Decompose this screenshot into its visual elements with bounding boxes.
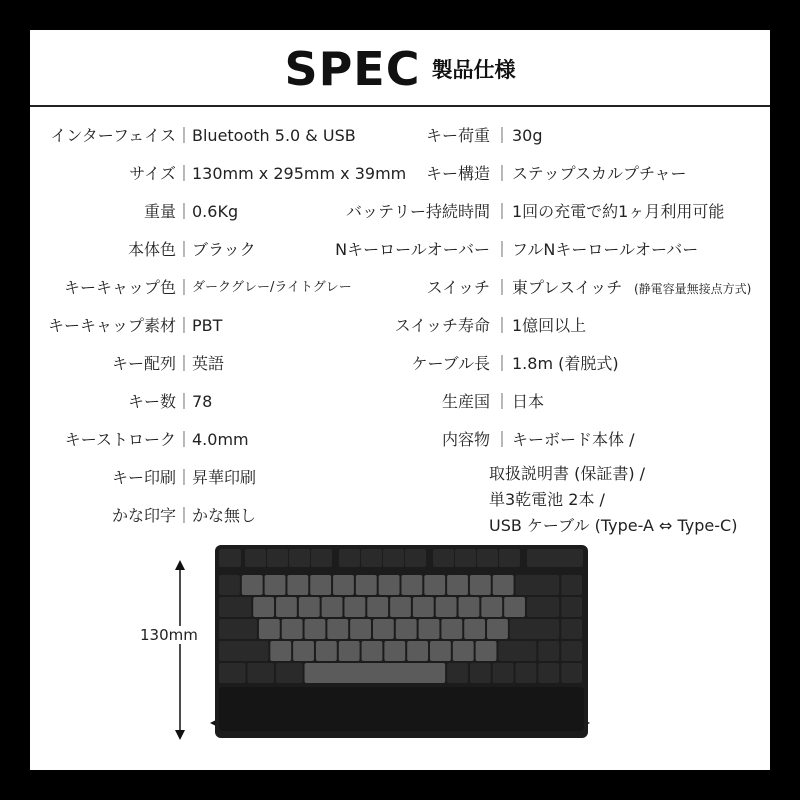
spec-label: キー数: [127, 392, 176, 411]
key: [219, 575, 240, 595]
spec-label: キー荷重: [425, 126, 490, 145]
key: [305, 663, 446, 683]
key: [316, 641, 337, 661]
key: [477, 549, 498, 567]
spec-label: 本体色: [127, 240, 176, 259]
key: [516, 575, 560, 595]
key: [561, 619, 582, 639]
spec-row: [330, 200, 770, 224]
spec-row: [330, 162, 770, 186]
key: [527, 549, 583, 567]
key: [339, 549, 360, 567]
page-subtitle: 製品仕様: [431, 58, 516, 82]
key: [561, 597, 582, 617]
key: [219, 641, 268, 661]
spec-value: 4.0mm: [192, 430, 249, 449]
contents-text: 取扱説明書 (保証書) /: [489, 464, 646, 483]
key: [322, 597, 343, 617]
key: [516, 663, 537, 683]
spec-value: 78: [192, 392, 213, 411]
key: [367, 597, 388, 617]
spec-separator: ｜: [494, 354, 511, 373]
key: [538, 641, 559, 661]
key: [498, 641, 536, 661]
key: [219, 597, 251, 617]
key: [356, 575, 377, 595]
key: [487, 619, 508, 639]
key: [361, 549, 382, 567]
key: [333, 575, 354, 595]
key: [430, 641, 451, 661]
spec-value: かな無し: [192, 506, 257, 525]
key: [384, 641, 405, 661]
key: [504, 597, 525, 617]
key: [362, 641, 383, 661]
spec-label: かな印字: [111, 506, 176, 525]
spec-row: [330, 124, 770, 148]
spec-value: 1.8m (着脱式): [512, 354, 619, 373]
spec-separator: ｜: [494, 392, 511, 411]
spec-label: 重量: [143, 202, 176, 221]
key: [373, 619, 394, 639]
spec-value: PBT: [192, 316, 223, 335]
spec-value: 30g: [512, 126, 543, 145]
key: [433, 549, 454, 567]
spec-label: キー配列: [111, 354, 176, 373]
key: [493, 575, 514, 595]
key: [405, 549, 426, 567]
contents-text: 単3乾電池 2本 /: [489, 490, 605, 509]
spec-label: キー構造: [425, 164, 490, 183]
spec-value: 日本: [512, 392, 545, 411]
spec-row: [330, 238, 770, 262]
key: [287, 575, 308, 595]
spec-separator: ｜: [176, 126, 193, 145]
key: [455, 549, 476, 567]
key: [481, 597, 502, 617]
spec-label: スイッチ: [426, 278, 490, 297]
key: [219, 663, 246, 683]
spec-label: バッテリー持続時間: [345, 202, 490, 221]
key: [390, 597, 411, 617]
spec-label: キーキャップ素材: [47, 316, 176, 335]
spec-label: キーキャップ色: [63, 278, 176, 297]
spec-row: [30, 504, 410, 528]
key: [299, 597, 320, 617]
key: [470, 575, 491, 595]
key: [253, 597, 274, 617]
key: [276, 597, 297, 617]
key: [344, 597, 365, 617]
key: [447, 663, 468, 683]
key: [476, 641, 497, 661]
spec-separator: ｜: [176, 316, 193, 335]
key: [561, 663, 582, 683]
keyboard-image: [215, 545, 588, 738]
spec-value: ブラック: [192, 240, 256, 259]
key: [242, 575, 263, 595]
spec-row: [330, 428, 770, 452]
spec-value: ステップスカルプチャー: [512, 164, 687, 183]
key: [311, 549, 332, 567]
key: [441, 619, 462, 639]
key: [259, 619, 280, 639]
spec-separator: ｜: [176, 506, 193, 525]
key: [499, 549, 520, 567]
height-dimension-label: 130mm: [140, 626, 198, 644]
key: [419, 619, 440, 639]
spec-value: 0.6Kg: [192, 202, 239, 221]
spec-value: 1億回以上: [512, 316, 587, 335]
key: [265, 575, 286, 595]
spec-value: 東プレスイッチ: [512, 278, 623, 297]
spec-note: (静電容量無接点方式): [634, 282, 752, 296]
spec-panel: [30, 30, 770, 770]
spec-label: ケーブル長: [411, 354, 490, 373]
key: [379, 575, 400, 595]
spec-label: キー印刷: [111, 468, 176, 487]
spec-separator: ｜: [176, 430, 193, 449]
key: [350, 619, 371, 639]
spec-label: サイズ: [129, 164, 176, 183]
spec-separator: ｜: [176, 240, 193, 259]
key: [305, 619, 326, 639]
spec-separator: ｜: [176, 278, 193, 297]
key: [276, 663, 303, 683]
key: [245, 549, 266, 567]
spec-label: インターフェイス: [50, 126, 176, 145]
spec-separator: ｜: [494, 126, 511, 145]
key: [561, 575, 582, 595]
spec-row: [330, 352, 770, 376]
spec-value: 英語: [192, 354, 225, 373]
height-dimension-arrow: [174, 560, 186, 740]
key: [413, 597, 434, 617]
spec-header: [30, 30, 770, 107]
spec-value: フルNキーロールオーバー: [512, 240, 699, 259]
key: [383, 549, 404, 567]
spec-separator: ｜: [176, 202, 193, 221]
key: [470, 663, 491, 683]
spec-value: Bluetooth 5.0 & USB: [192, 126, 356, 145]
spec-label: キーストローク: [64, 430, 176, 449]
spec-label: 内容物: [441, 430, 490, 449]
key: [396, 619, 417, 639]
spec-separator: ｜: [494, 240, 511, 259]
key: [447, 575, 468, 595]
spec-separator: ｜: [176, 392, 193, 411]
key: [219, 619, 257, 639]
spec-separator: ｜: [176, 354, 193, 373]
key: [561, 641, 582, 661]
keyboard-front-edge: [219, 687, 584, 731]
key: [527, 597, 559, 617]
page-title: SPEC: [284, 42, 421, 96]
key: [282, 619, 303, 639]
key: [538, 663, 559, 683]
key: [493, 663, 514, 683]
spec-separator: ｜: [494, 278, 511, 297]
key: [310, 575, 331, 595]
key: [402, 575, 423, 595]
key: [464, 619, 485, 639]
spec-label: Nキーロールオーバー: [335, 240, 490, 259]
spec-separator: ｜: [176, 164, 193, 183]
spec-value: 1回の充電で約1ヶ月利用可能: [512, 202, 725, 221]
key: [267, 549, 288, 567]
spec-label: 生産国: [441, 392, 490, 411]
spec-separator: ｜: [494, 164, 511, 183]
key: [327, 619, 348, 639]
spec-row: [330, 390, 770, 414]
key: [453, 641, 474, 661]
key: [407, 641, 428, 661]
key: [424, 575, 445, 595]
key: [248, 663, 275, 683]
key: [339, 641, 360, 661]
spec-value: キーボード本体 /: [512, 430, 635, 449]
spec-separator: ｜: [494, 316, 511, 335]
spec-row: [330, 314, 770, 338]
key: [270, 641, 291, 661]
title-wrap: [30, 42, 770, 96]
contents-text: USB ケーブル (Type-A ⇔ Type-C): [489, 516, 738, 535]
key: [436, 597, 457, 617]
key: [293, 641, 314, 661]
key: [289, 549, 310, 567]
spec-separator: ｜: [494, 430, 511, 449]
spec-value: 130mm x 295mm x 39mm: [192, 164, 407, 183]
key: [510, 619, 559, 639]
spec-row: [330, 276, 770, 300]
key: [459, 597, 480, 617]
spec-separator: ｜: [494, 202, 511, 221]
spec-separator: ｜: [176, 468, 193, 487]
spec-row: [30, 466, 410, 490]
key: [219, 549, 241, 567]
spec-label: スイッチ寿命: [394, 316, 490, 335]
spec-value: 昇華印刷: [192, 468, 257, 487]
spec-value: ダークグレー/ライトグレー: [192, 280, 352, 295]
